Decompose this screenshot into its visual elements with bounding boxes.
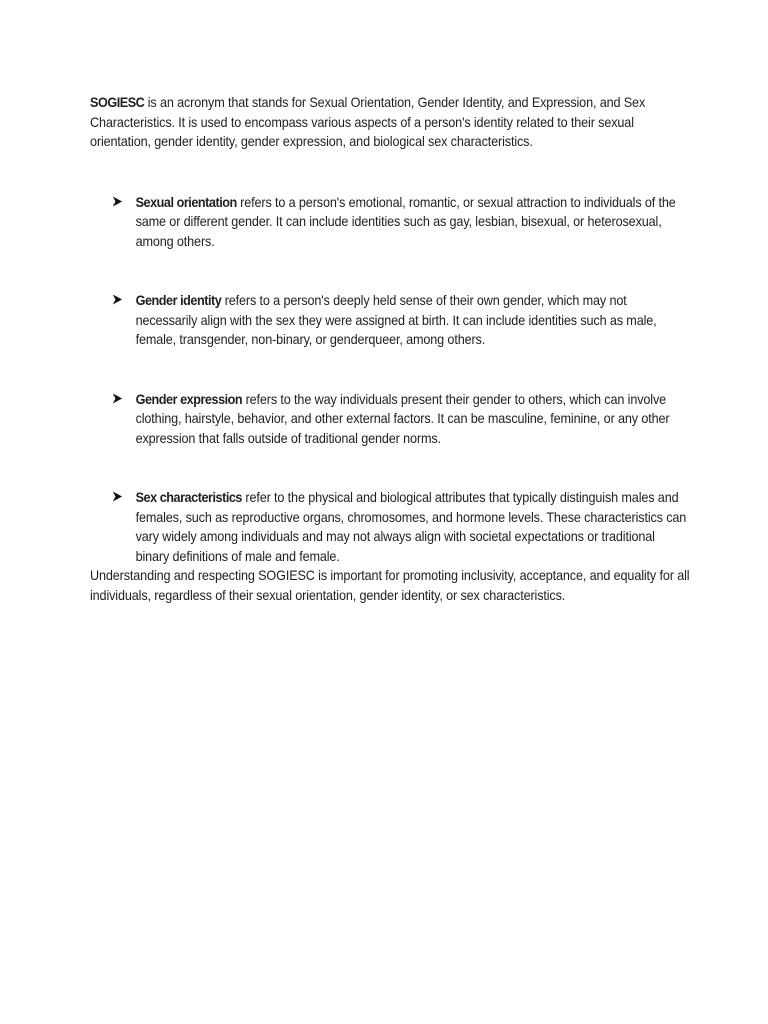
bullet-text: refers to a person's deeply held sense of their own gender, which may not necessarily align with the sex they were assigned at birth. It can include identities such as male, female, transgender, non-binary, or genderqueer, among others. xyxy=(135,293,657,347)
definition-list xyxy=(90,193,690,567)
bullet-term: Sexual orientation xyxy=(135,194,237,210)
list-item xyxy=(90,291,690,350)
intro-text: is an acronym that stands for Sexual Orientation, Gender Identity, and Expression, and Sex Characteristics. It is used to encompass various aspects of a person's identity related to their sexual orientation, gender identity, gender expression, and biological sex characteristics. xyxy=(90,95,646,149)
arrowhead-bullet-icon xyxy=(112,196,122,207)
document-body xyxy=(90,93,690,605)
bullet-term: Gender expression xyxy=(135,391,243,407)
bullet-text: refers to the way individuals present their gender to others, which can involve clothing, hairstyle, behavior, and other external factors. It can be masculine, feminine, or any other expression that falls outside of traditional gender norms. xyxy=(135,391,670,446)
bullet-term: Sex characteristics xyxy=(135,490,242,505)
bullet-text: refers to a person's emotional, romantic, or sexual attraction to individuals of the same or different gender. It can include identities such as gay, lesbian, bisexual, or heterosexual, among others. xyxy=(135,194,676,249)
list-item xyxy=(90,488,690,566)
list-item xyxy=(90,390,690,449)
intro-paragraph xyxy=(90,93,690,152)
arrowhead-bullet-icon xyxy=(112,294,122,305)
bullet-term: Gender identity xyxy=(135,293,222,308)
intro-term: SOGIESC xyxy=(90,95,145,110)
bullet-text: refer to the physical and biological attributes that typically distinguish males and females, such as reproductive organs, chromosomes, and hormone levels. These characteristics can vary widely among individuals and may not always align with societal expectations or traditional binary definitions of male and female. xyxy=(135,490,687,564)
arrowhead-bullet-icon xyxy=(112,491,122,502)
list-item xyxy=(90,193,690,252)
closing-paragraph: Understanding and respecting SOGIESC is important for promoting inclusivity, acceptance, and equality for all individuals, regardless of their sexual orientation, gender identity, or sex characteristics. xyxy=(90,568,690,603)
arrowhead-bullet-icon xyxy=(112,393,122,404)
